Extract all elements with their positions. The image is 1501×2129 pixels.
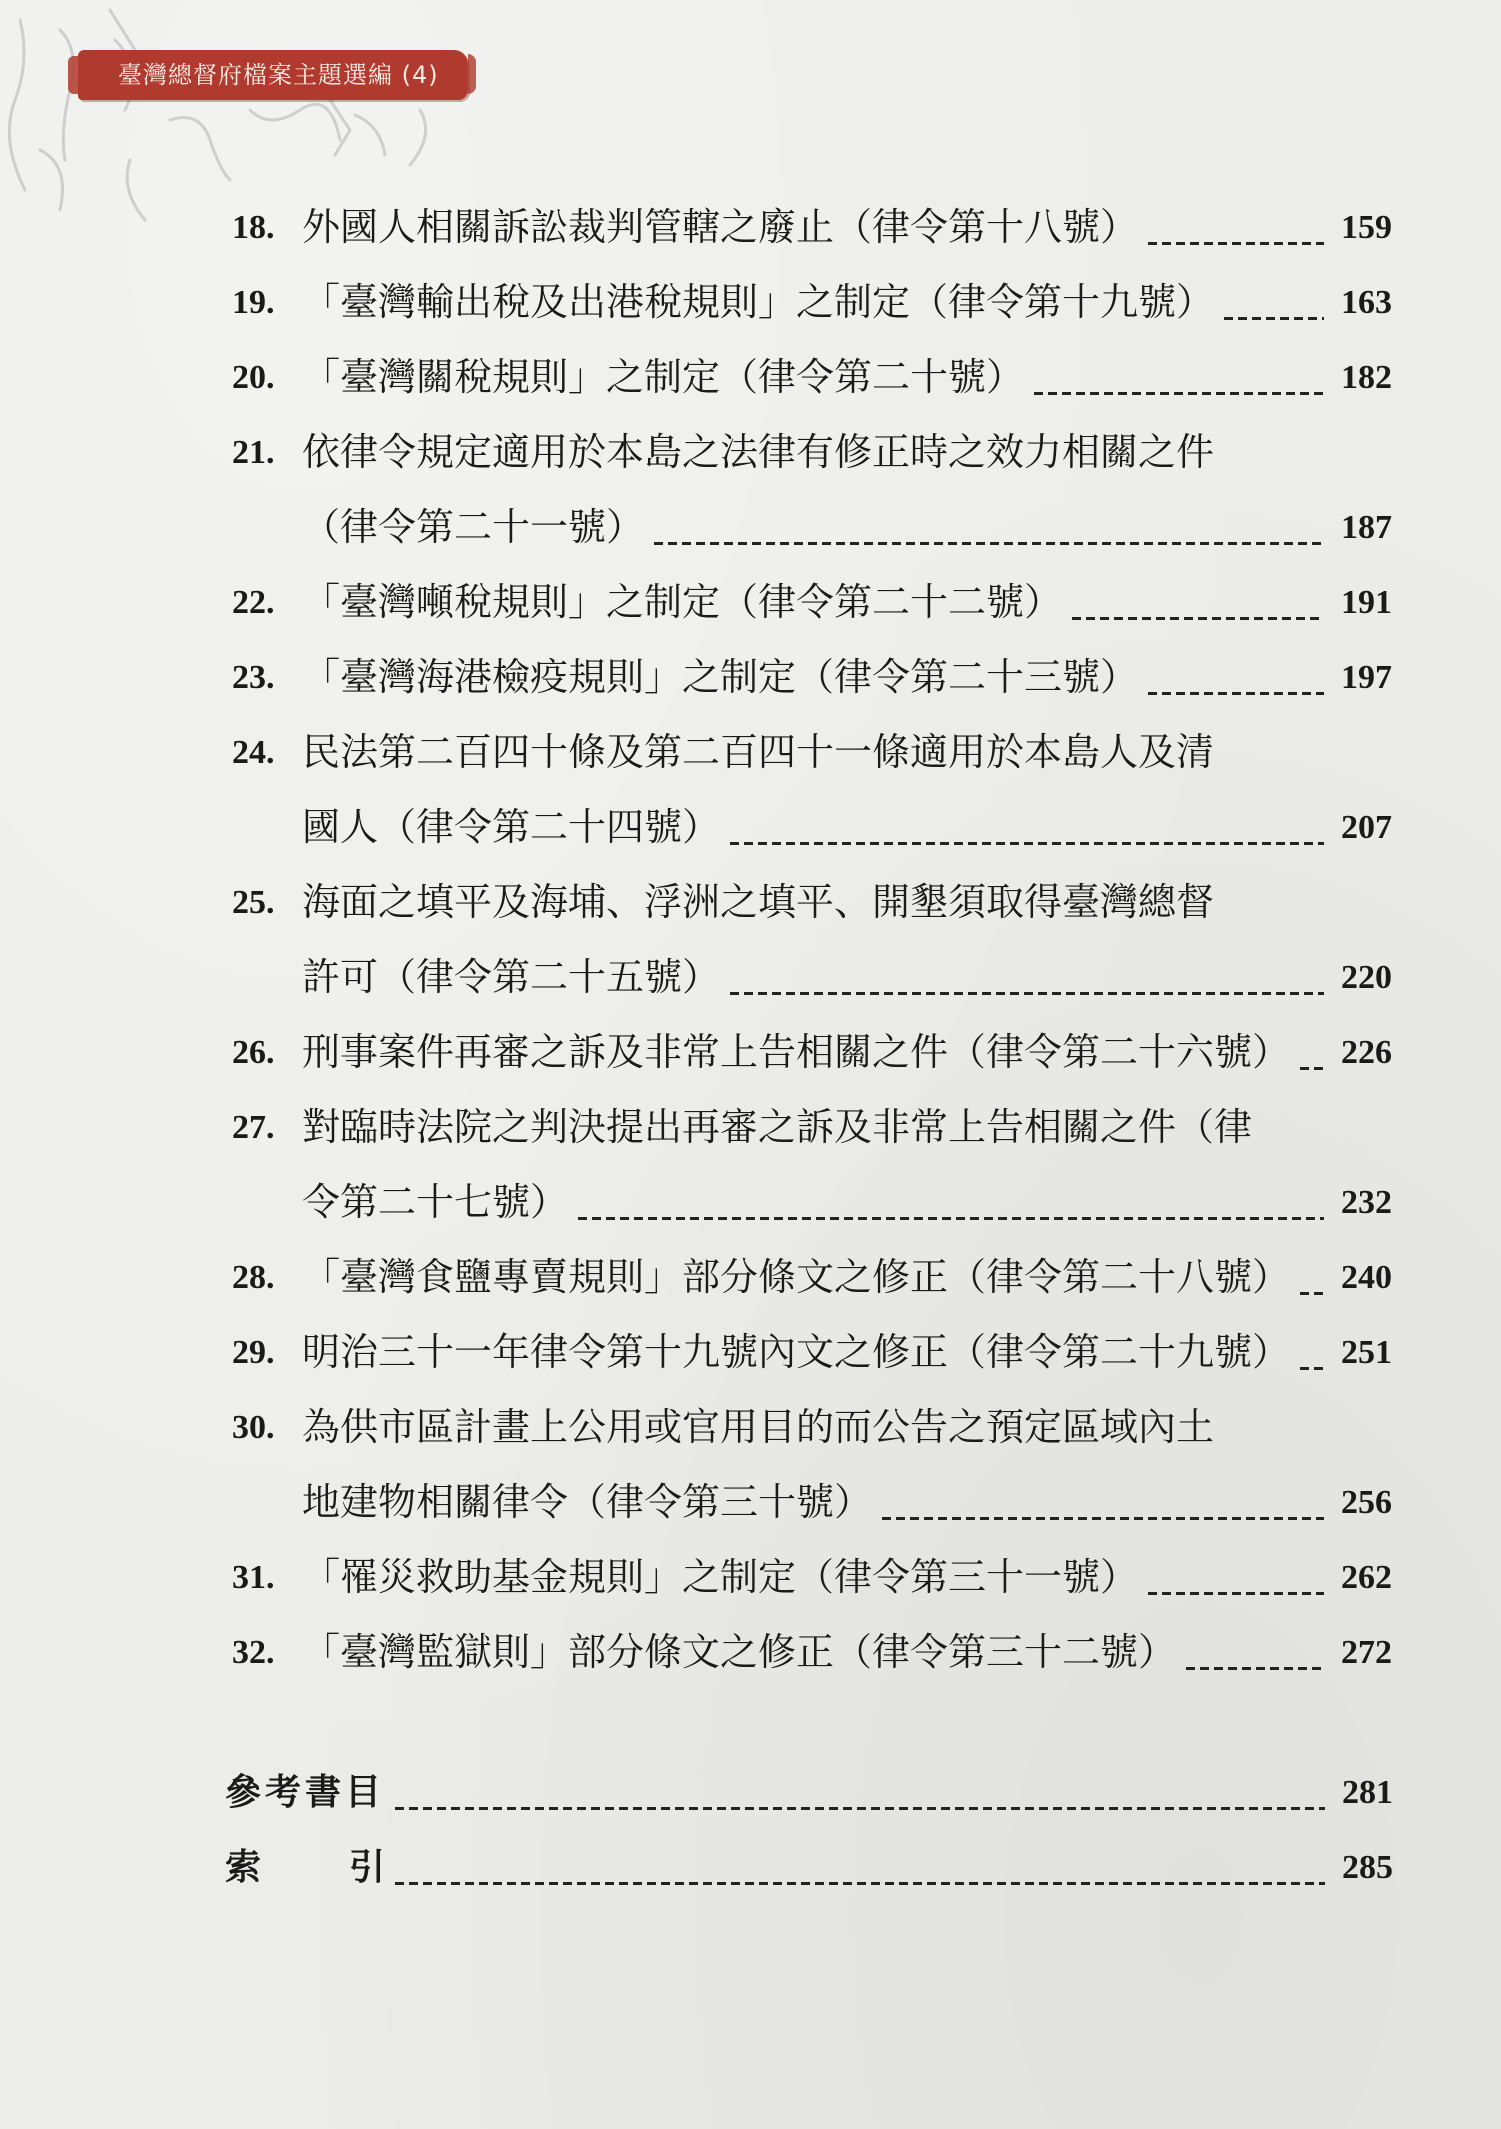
- toc-entry[interactable]: [232, 1315, 1392, 1390]
- toc-entry-number: 28.: [232, 1259, 275, 1296]
- back-matter-title: 參考書目: [225, 1771, 386, 1813]
- back-matter-title: [225, 1830, 385, 1905]
- toc-entry-title: 「臺灣食鹽專賣規則」部分條文之修正（律令第二十八號）: [302, 1255, 1291, 1299]
- toc-entry-page-number: 197: [1341, 659, 1392, 696]
- toc-entry-page-number: 272: [1341, 1634, 1392, 1671]
- back-matter-entry[interactable]: [225, 1830, 1393, 1905]
- toc-entry-page-number: 251: [1341, 1334, 1392, 1371]
- dot-leader: [1148, 233, 1324, 245]
- toc-entry[interactable]: [232, 640, 1392, 715]
- toc-entry-number: 23.: [232, 659, 275, 696]
- toc-entry-page-number: 191: [1341, 584, 1392, 621]
- toc-entry-page-number: 226: [1341, 1034, 1392, 1071]
- toc-entry-line: [232, 1090, 1392, 1165]
- toc-entry-number: 20.: [232, 359, 275, 396]
- toc-entry[interactable]: [232, 1240, 1392, 1315]
- toc-entry-title: 外國人相關訴訟裁判管轄之廢止（律令第十八號）: [302, 205, 1139, 249]
- toc-entry-title: 「臺灣噸稅規則」之制定（律令第二十二號）: [302, 580, 1063, 624]
- dot-leader: [1072, 608, 1324, 620]
- toc-entry-title: 「臺灣輸出稅及出港稅規則」之制定（律令第十九號）: [302, 280, 1215, 324]
- toc-entry-title: 民法第二百四十條及第二百四十一條適用於本島人及清: [302, 730, 1215, 774]
- toc-entry-line: [232, 1615, 1392, 1690]
- toc-entry-page-number: 163: [1341, 284, 1392, 321]
- toc-entry-number: 22.: [232, 584, 275, 621]
- dot-leader: [1186, 1658, 1324, 1670]
- dot-leader: [1300, 1058, 1324, 1070]
- toc-entry[interactable]: [232, 715, 1392, 865]
- toc-entry-number: 26.: [232, 1034, 275, 1071]
- toc-entry-title: 明治三十一年律令第十九號內文之修正（律令第二十九號）: [302, 1330, 1291, 1374]
- toc-entry-title: 海面之填平及海埔、浮洲之填平、開墾須取得臺灣總督: [302, 880, 1215, 924]
- toc-entry-title: 國人（律令第二十四號）: [302, 805, 721, 849]
- toc-entry-number: 18.: [232, 209, 275, 246]
- dot-leader: [730, 833, 1324, 845]
- toc-entry[interactable]: [232, 1540, 1392, 1615]
- toc-entry-title: 「臺灣監獄則」部分條文之修正（律令第三十二號）: [302, 1630, 1177, 1674]
- toc-entry[interactable]: [232, 1615, 1392, 1690]
- toc-entry-number: 32.: [232, 1634, 275, 1671]
- table-of-contents: [232, 190, 1392, 1690]
- dot-leader: [395, 1873, 1325, 1885]
- toc-entry-title: 對臨時法院之判決提出再審之訴及非常上告相關之件（律: [302, 1105, 1253, 1149]
- toc-entry-line: [232, 190, 1392, 265]
- toc-entry-title: 許可（律令第二十五號）: [302, 955, 721, 999]
- toc-entry-title: 刑事案件再審之訴及非常上告相關之件（律令第二十六號）: [302, 1030, 1291, 1074]
- toc-entry-page-number: 232: [1341, 1184, 1392, 1221]
- back-matter-entry[interactable]: [225, 1755, 1393, 1830]
- toc-entry-page-number: 187: [1341, 509, 1392, 546]
- toc-entry-line: [232, 1015, 1392, 1090]
- toc-entry-number: 27.: [232, 1109, 275, 1146]
- toc-entry-title: 為供市區計畫上公用或官用目的而公告之預定區域內土: [302, 1405, 1215, 1449]
- toc-entry-number: 29.: [232, 1334, 275, 1371]
- toc-entry-line: [232, 940, 1392, 1015]
- toc-entry-line: [232, 265, 1392, 340]
- back-matter-page-number: 285: [1342, 1849, 1393, 1886]
- toc-entry-line: [232, 1540, 1392, 1615]
- toc-entry-page-number: 159: [1341, 209, 1392, 246]
- toc-entry[interactable]: [232, 1390, 1392, 1540]
- toc-entry-page-number: 182: [1341, 359, 1392, 396]
- toc-entry-line: [232, 1465, 1392, 1540]
- toc-entry-number: 30.: [232, 1409, 275, 1446]
- back-matter-list: [225, 1755, 1393, 1905]
- toc-entry-number: 24.: [232, 734, 275, 771]
- toc-entry-page-number: 207: [1341, 809, 1392, 846]
- dot-leader: [1148, 1583, 1324, 1595]
- toc-entry[interactable]: [232, 415, 1392, 565]
- toc-entry-number: 21.: [232, 434, 275, 471]
- dot-leader: [1148, 683, 1324, 695]
- toc-entry-number: 25.: [232, 884, 275, 921]
- toc-entry-page-number: 240: [1341, 1259, 1392, 1296]
- toc-entry[interactable]: [232, 340, 1392, 415]
- toc-entry-line: [232, 1390, 1392, 1465]
- toc-entry-line: [232, 1240, 1392, 1315]
- toc-entry-title: 令第二十七號）: [302, 1180, 569, 1224]
- toc-entry-title: （律令第二十一號）: [302, 505, 645, 549]
- toc-entry-title: 「罹災救助基金規則」之制定（律令第三十一號）: [302, 1555, 1139, 1599]
- toc-entry[interactable]: [232, 1090, 1392, 1240]
- dot-leader: [654, 533, 1324, 545]
- toc-entry-page-number: 262: [1341, 1559, 1392, 1596]
- toc-entry-page-number: 220: [1341, 959, 1392, 996]
- dot-leader: [578, 1208, 1324, 1220]
- toc-entry-title: 「臺灣關稅規則」之制定（律令第二十號）: [302, 355, 1025, 399]
- back-matter-page-number: 281: [1342, 1774, 1393, 1811]
- toc-entry-line: [232, 490, 1392, 565]
- toc-entry-number: 31.: [232, 1559, 275, 1596]
- toc-entry-line: [232, 865, 1392, 940]
- toc-entry-line: [232, 415, 1392, 490]
- toc-entry-line: [232, 1315, 1392, 1390]
- toc-entry[interactable]: [232, 565, 1392, 640]
- toc-entry-page-number: 256: [1341, 1484, 1392, 1521]
- running-header-band: [78, 50, 468, 100]
- dot-leader: [1034, 383, 1324, 395]
- toc-entry-line: [232, 715, 1392, 790]
- toc-entry-number: 19.: [232, 284, 275, 321]
- back-matter-title-char: 索: [225, 1846, 262, 1888]
- toc-entry[interactable]: [232, 190, 1392, 265]
- toc-entry[interactable]: [232, 1015, 1392, 1090]
- toc-entry-title: 依律令規定適用於本島之法律有修正時之效力相關之件: [302, 430, 1215, 474]
- dot-leader: [730, 983, 1324, 995]
- toc-entry-line: [232, 790, 1392, 865]
- dot-leader: [395, 1798, 1325, 1810]
- toc-entry-line: [232, 1165, 1392, 1240]
- dot-leader: [1224, 308, 1324, 320]
- back-matter-title-char: 引: [348, 1846, 385, 1888]
- toc-entry-line: [232, 640, 1392, 715]
- toc-entry-title: 地建物相關律令（律令第三十號）: [302, 1480, 873, 1524]
- toc-entry[interactable]: [232, 865, 1392, 1015]
- toc-entry-title: 「臺灣海港檢疫規則」之制定（律令第二十三號）: [302, 655, 1139, 699]
- dot-leader: [1300, 1283, 1324, 1295]
- toc-entry-line: [232, 565, 1392, 640]
- running-header-title: 臺灣總督府檔案主題選編 (4): [118, 61, 439, 89]
- dot-leader: [882, 1508, 1324, 1520]
- dot-leader: [1300, 1358, 1324, 1370]
- toc-entry-line: [232, 340, 1392, 415]
- toc-entry[interactable]: [232, 265, 1392, 340]
